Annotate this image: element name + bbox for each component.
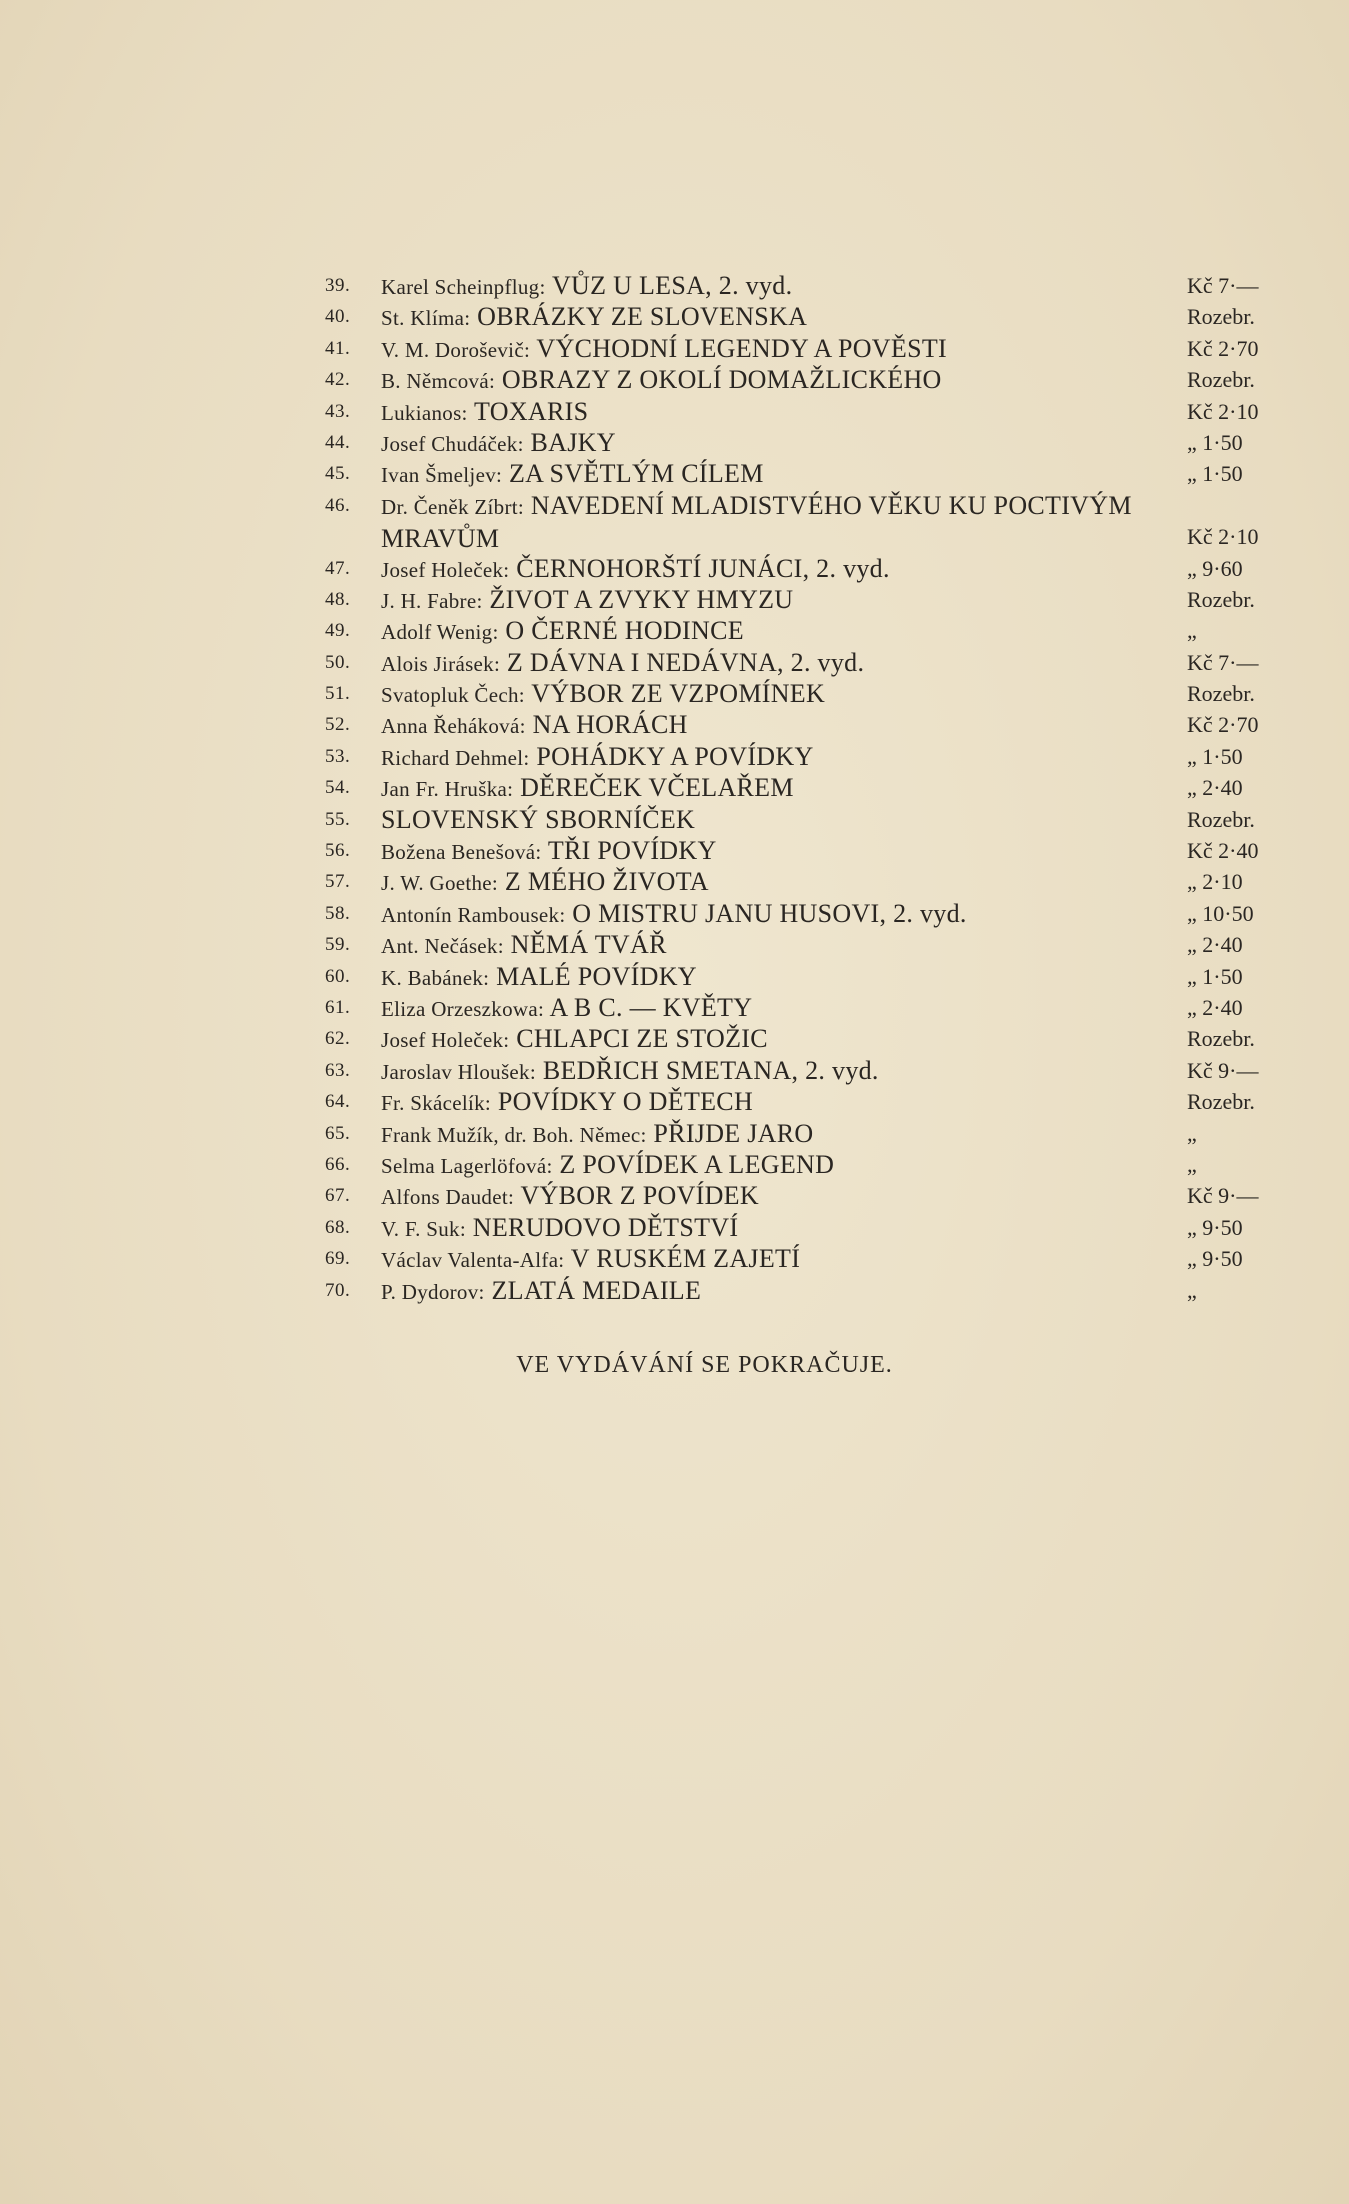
list-item — [325, 458, 1285, 489]
entry-number: 39. — [325, 275, 351, 296]
entry-number: 51. — [325, 683, 351, 705]
entry-author: Frank Mužík, dr. Boh. Němec: — [381, 1122, 647, 1147]
list-item — [325, 1180, 1285, 1211]
list-item — [325, 396, 1285, 427]
entry-text — [381, 1149, 1161, 1182]
entry-text — [381, 929, 1161, 962]
entry-price: Kč 2·70 — [1187, 712, 1259, 738]
entry-author: Alfons Daudet: — [381, 1185, 515, 1210]
list-item — [325, 647, 1285, 678]
entry-text — [381, 1275, 1161, 1308]
entry-price: Kč 7·— — [1187, 649, 1259, 675]
entry-author: Antonín Rambousek: — [381, 902, 566, 927]
entry-text — [381, 1086, 1161, 1119]
entry-author: Anna Řeháková: — [381, 714, 526, 739]
list-item — [325, 553, 1285, 584]
entry-text — [381, 961, 1161, 994]
entry-title: MALÉ POVÍDKY — [496, 961, 697, 991]
entry-price: Rozebr. — [1187, 806, 1255, 832]
entry-author: Adolf Wenig: — [381, 620, 499, 645]
list-item — [325, 1149, 1285, 1180]
entry-number: 70. — [325, 1279, 351, 1301]
list-item — [325, 301, 1285, 332]
list-item — [325, 835, 1285, 866]
entry-text — [381, 301, 1161, 334]
entry-number: 66. — [325, 1153, 351, 1175]
entry-price: Kč 2·10 — [1187, 398, 1259, 424]
list-item — [325, 1055, 1285, 1086]
entry-title: CHLAPCI ZE STOŽIC — [516, 1024, 768, 1054]
entry-text — [381, 490, 1161, 555]
list-item — [325, 929, 1285, 960]
entry-price: „ 9·50 — [1187, 1246, 1243, 1272]
entry-title: TŘI POVÍDKY — [547, 836, 717, 866]
entry-author: Richard Dehmel: — [381, 745, 530, 770]
entry-number: 49. — [325, 620, 351, 642]
list-item — [325, 1086, 1285, 1117]
list-item — [325, 709, 1285, 740]
entry-price: „ 10·50 — [1187, 900, 1254, 926]
entry-author: Alois Jirásek: — [381, 651, 501, 676]
entry-text — [381, 584, 1161, 617]
entry-text — [381, 333, 1161, 366]
entry-title: ZLATÁ MEDAILE — [491, 1275, 702, 1305]
entry-number: 46. — [325, 494, 351, 516]
continuation-note: VE VYDÁVÁNÍ SE POKRAČUJE. — [516, 1352, 893, 1378]
entry-author: Eliza Orzeszkowa: — [381, 997, 545, 1021]
entry-title: BEDŘICH SMETANA, 2. vyd. — [542, 1055, 879, 1085]
entry-author: Ivan Šmeljev: — [381, 463, 503, 488]
entry-text — [381, 396, 1161, 429]
entry-number: 59. — [325, 934, 351, 956]
entry-text — [381, 992, 1161, 1025]
entry-text — [381, 427, 1161, 460]
list-item — [325, 333, 1285, 364]
entry-price: Rozebr. — [1187, 304, 1255, 330]
entry-number: 50. — [325, 651, 351, 673]
entry-number: 62. — [325, 1028, 351, 1050]
entry-author: Josef Holeček: — [381, 1028, 510, 1053]
entry-title: DĚREČEK VČELAŘEM — [520, 773, 794, 803]
list-item — [325, 364, 1285, 395]
entry-price: „ 2·40 — [1187, 775, 1243, 801]
entry-title: Z DÁVNA I NEDÁVNA, 2. vyd. — [506, 647, 865, 677]
entry-number: 55. — [325, 808, 351, 830]
entry-text — [381, 678, 1161, 711]
entry-text — [381, 741, 1161, 774]
entry-number: 41. — [325, 337, 351, 359]
entry-price: „ 9·60 — [1187, 555, 1243, 581]
entry-author: J. H. Fabre: — [381, 588, 483, 613]
entry-title: NĚMÁ TVÁŘ — [510, 930, 667, 960]
entry-number: 52. — [325, 714, 351, 736]
entry-price: „ 2·40 — [1187, 995, 1243, 1020]
entry-author: Selma Lagerlöfová: — [381, 1153, 553, 1178]
entry-text — [381, 866, 1161, 899]
entry-title: POVÍDKY O DĚTECH — [497, 1087, 754, 1117]
entry-price: „ — [1187, 1120, 1197, 1146]
entry-number: 63. — [325, 1059, 351, 1081]
list-item — [325, 866, 1285, 897]
entry-title: POHÁDKY A POVÍDKY — [536, 741, 814, 771]
entry-title: PŘIJDE JARO — [653, 1118, 814, 1148]
entry-number: 45. — [325, 463, 351, 485]
list-item — [325, 584, 1285, 615]
entry-text — [381, 709, 1161, 742]
entry-price: Rozebr. — [1187, 681, 1255, 707]
entry-text — [381, 1243, 1161, 1276]
entry-author: K. Babánek: — [381, 965, 490, 990]
entry-title: BAJKY — [530, 427, 616, 457]
list-item — [325, 961, 1285, 992]
entry-price: Kč 9·— — [1187, 1057, 1259, 1083]
list-item — [325, 678, 1285, 709]
entry-price: Rozebr. — [1187, 586, 1255, 612]
entry-text — [381, 772, 1161, 805]
entry-text — [381, 1023, 1161, 1056]
entry-number: 69. — [325, 1248, 351, 1270]
entry-price: „ — [1187, 1151, 1197, 1177]
entry-text — [381, 1055, 1161, 1088]
entry-price: „ 1·50 — [1187, 743, 1243, 769]
entry-author: Jaroslav Hloušek: — [381, 1059, 536, 1084]
entry-price: Rozebr. — [1187, 367, 1255, 393]
entry-title: ZA SVĚTLÝM CÍLEM — [508, 459, 764, 489]
entry-title: NAVEDENÍ MLADISTVÉHO VĚKU KU POCTIVÝM MRAVŮM — [381, 490, 1132, 554]
entry-price: Kč 2·70 — [1187, 335, 1259, 361]
list-item — [325, 804, 1285, 835]
entry-title: VÝBOR ZE VZPOMÍNEK — [531, 679, 826, 709]
entry-price: „ 1·50 — [1187, 963, 1243, 989]
entry-number: 57. — [325, 871, 351, 893]
list-item — [325, 1118, 1285, 1149]
entry-number: 64. — [325, 1091, 351, 1113]
entry-author: V. M. Doroševič: — [381, 337, 531, 362]
entry-title: Z POVÍDEK A LEGEND — [559, 1149, 835, 1179]
entry-number: 65. — [325, 1122, 351, 1144]
entry-author: J. W. Goethe: — [381, 871, 499, 896]
entry-number: 56. — [325, 840, 351, 862]
entry-author: Fr. Skácelík: — [381, 1091, 492, 1116]
entry-title: A B C. — KVĚTY — [549, 993, 753, 1022]
entry-price: Kč 9·— — [1187, 1183, 1259, 1209]
entry-number: 42. — [325, 369, 351, 391]
entry-title: NERUDOVO DĚTSTVÍ — [472, 1212, 739, 1242]
entry-price: „ 1·50 — [1187, 429, 1243, 455]
entry-text — [381, 835, 1161, 868]
list-item — [325, 898, 1285, 929]
entry-price: „ 2·40 — [1187, 932, 1243, 958]
entry-title: ŽIVOT A ZVYKY HMYZU — [489, 584, 794, 614]
entry-text — [381, 458, 1161, 491]
entry-title: OBRAZY Z OKOLÍ DOMAŽLICKÉHO — [501, 365, 942, 395]
entry-number: 60. — [325, 965, 351, 987]
entry-author: Ant. Nečásek: — [381, 934, 504, 959]
entry-author: B. Němcová: — [381, 369, 496, 394]
entry-number: 53. — [325, 745, 351, 767]
list-item — [325, 490, 1285, 553]
entry-author: Dr. Čeněk Zíbrt: — [381, 494, 525, 519]
list-item — [325, 1243, 1285, 1274]
entry-number: 67. — [325, 1185, 351, 1207]
list-item — [325, 992, 1285, 1023]
entry-title: SLOVENSKÝ SBORNÍČEK — [381, 804, 696, 834]
entry-title: O MISTRU JANU HUSOVI, 2. vyd. — [572, 898, 967, 928]
entry-text — [381, 364, 1161, 397]
list-item — [325, 741, 1285, 772]
entry-title: TOXARIS — [474, 396, 589, 426]
list-item — [325, 1023, 1285, 1054]
entry-number: 48. — [325, 588, 351, 610]
entry-title: VÝBOR Z POVÍDEK — [520, 1181, 759, 1211]
entry-price: „ 2·10 — [1187, 869, 1243, 895]
entry-author: Josef Holeček: — [381, 557, 510, 582]
entry-number: 47. — [325, 557, 351, 579]
entry-price: Kč 2·10 — [1187, 524, 1259, 550]
entry-text — [381, 804, 1161, 837]
list-item — [325, 615, 1285, 646]
entry-author: Václav Valenta-Alfa: — [381, 1248, 565, 1273]
entry-title: ČERNOHORŠTÍ JUNÁCI, 2. vyd. — [516, 553, 890, 583]
entry-text — [381, 1118, 1161, 1151]
entry-text — [381, 898, 1161, 931]
entry-title: NA HORÁCH — [532, 710, 688, 740]
entry-author: P. Dydorov: — [381, 1279, 485, 1304]
entry-number: 58. — [325, 902, 351, 924]
entry-number: 54. — [325, 777, 351, 799]
entry-price: „ — [1187, 1277, 1197, 1303]
entry-price: „ — [1187, 618, 1197, 644]
entry-price: „ 9·50 — [1187, 1214, 1243, 1240]
entry-author: Josef Chudáček: — [381, 431, 524, 456]
entry-number: 61. — [325, 997, 351, 1018]
entry-author: Svatopluk Čech: — [381, 683, 525, 708]
entry-number: 68. — [325, 1216, 351, 1238]
entry-text — [381, 553, 1161, 586]
entry-title: Z MÉHO ŽIVOTA — [504, 867, 709, 897]
publication-list — [325, 270, 1285, 1306]
entry-title: O ČERNÉ HODINCE — [505, 616, 744, 646]
entry-number: 44. — [325, 431, 351, 453]
entry-price: Kč 7·— — [1187, 273, 1259, 298]
list-item — [325, 1275, 1285, 1306]
entry-author: V. F. Suk: — [381, 1216, 466, 1241]
entry-text — [381, 270, 1161, 303]
entry-price: Kč 2·40 — [1187, 838, 1259, 864]
entry-author: Jan Fr. Hruška: — [381, 777, 514, 802]
entry-text — [381, 615, 1161, 648]
entry-author: Božena Benešová: — [381, 840, 542, 865]
entry-title: V RUSKÉM ZAJETÍ — [570, 1244, 801, 1274]
entry-text — [381, 647, 1161, 680]
entry-author: Karel Scheinpflug: — [381, 275, 546, 299]
entry-price: Rozebr. — [1187, 1026, 1255, 1052]
entry-price: Rozebr. — [1187, 1089, 1255, 1115]
list-item — [325, 270, 1285, 301]
entry-title: VŮZ U LESA, 2. vyd. — [551, 271, 793, 300]
list-item — [325, 1212, 1285, 1243]
list-item — [325, 772, 1285, 803]
entry-author: Lukianos: — [381, 400, 468, 425]
entry-text — [381, 1212, 1161, 1245]
entry-text — [381, 1180, 1161, 1213]
entry-author: St. Klíma: — [381, 306, 471, 331]
entry-price: „ 1·50 — [1187, 461, 1243, 487]
list-item — [325, 427, 1285, 458]
entry-number: 40. — [325, 306, 351, 328]
entry-title: VÝCHODNÍ LEGENDY A POVĚSTI — [536, 333, 947, 363]
entry-number: 43. — [325, 400, 351, 422]
entry-title: OBRÁZKY ZE SLOVENSKA — [477, 302, 808, 332]
